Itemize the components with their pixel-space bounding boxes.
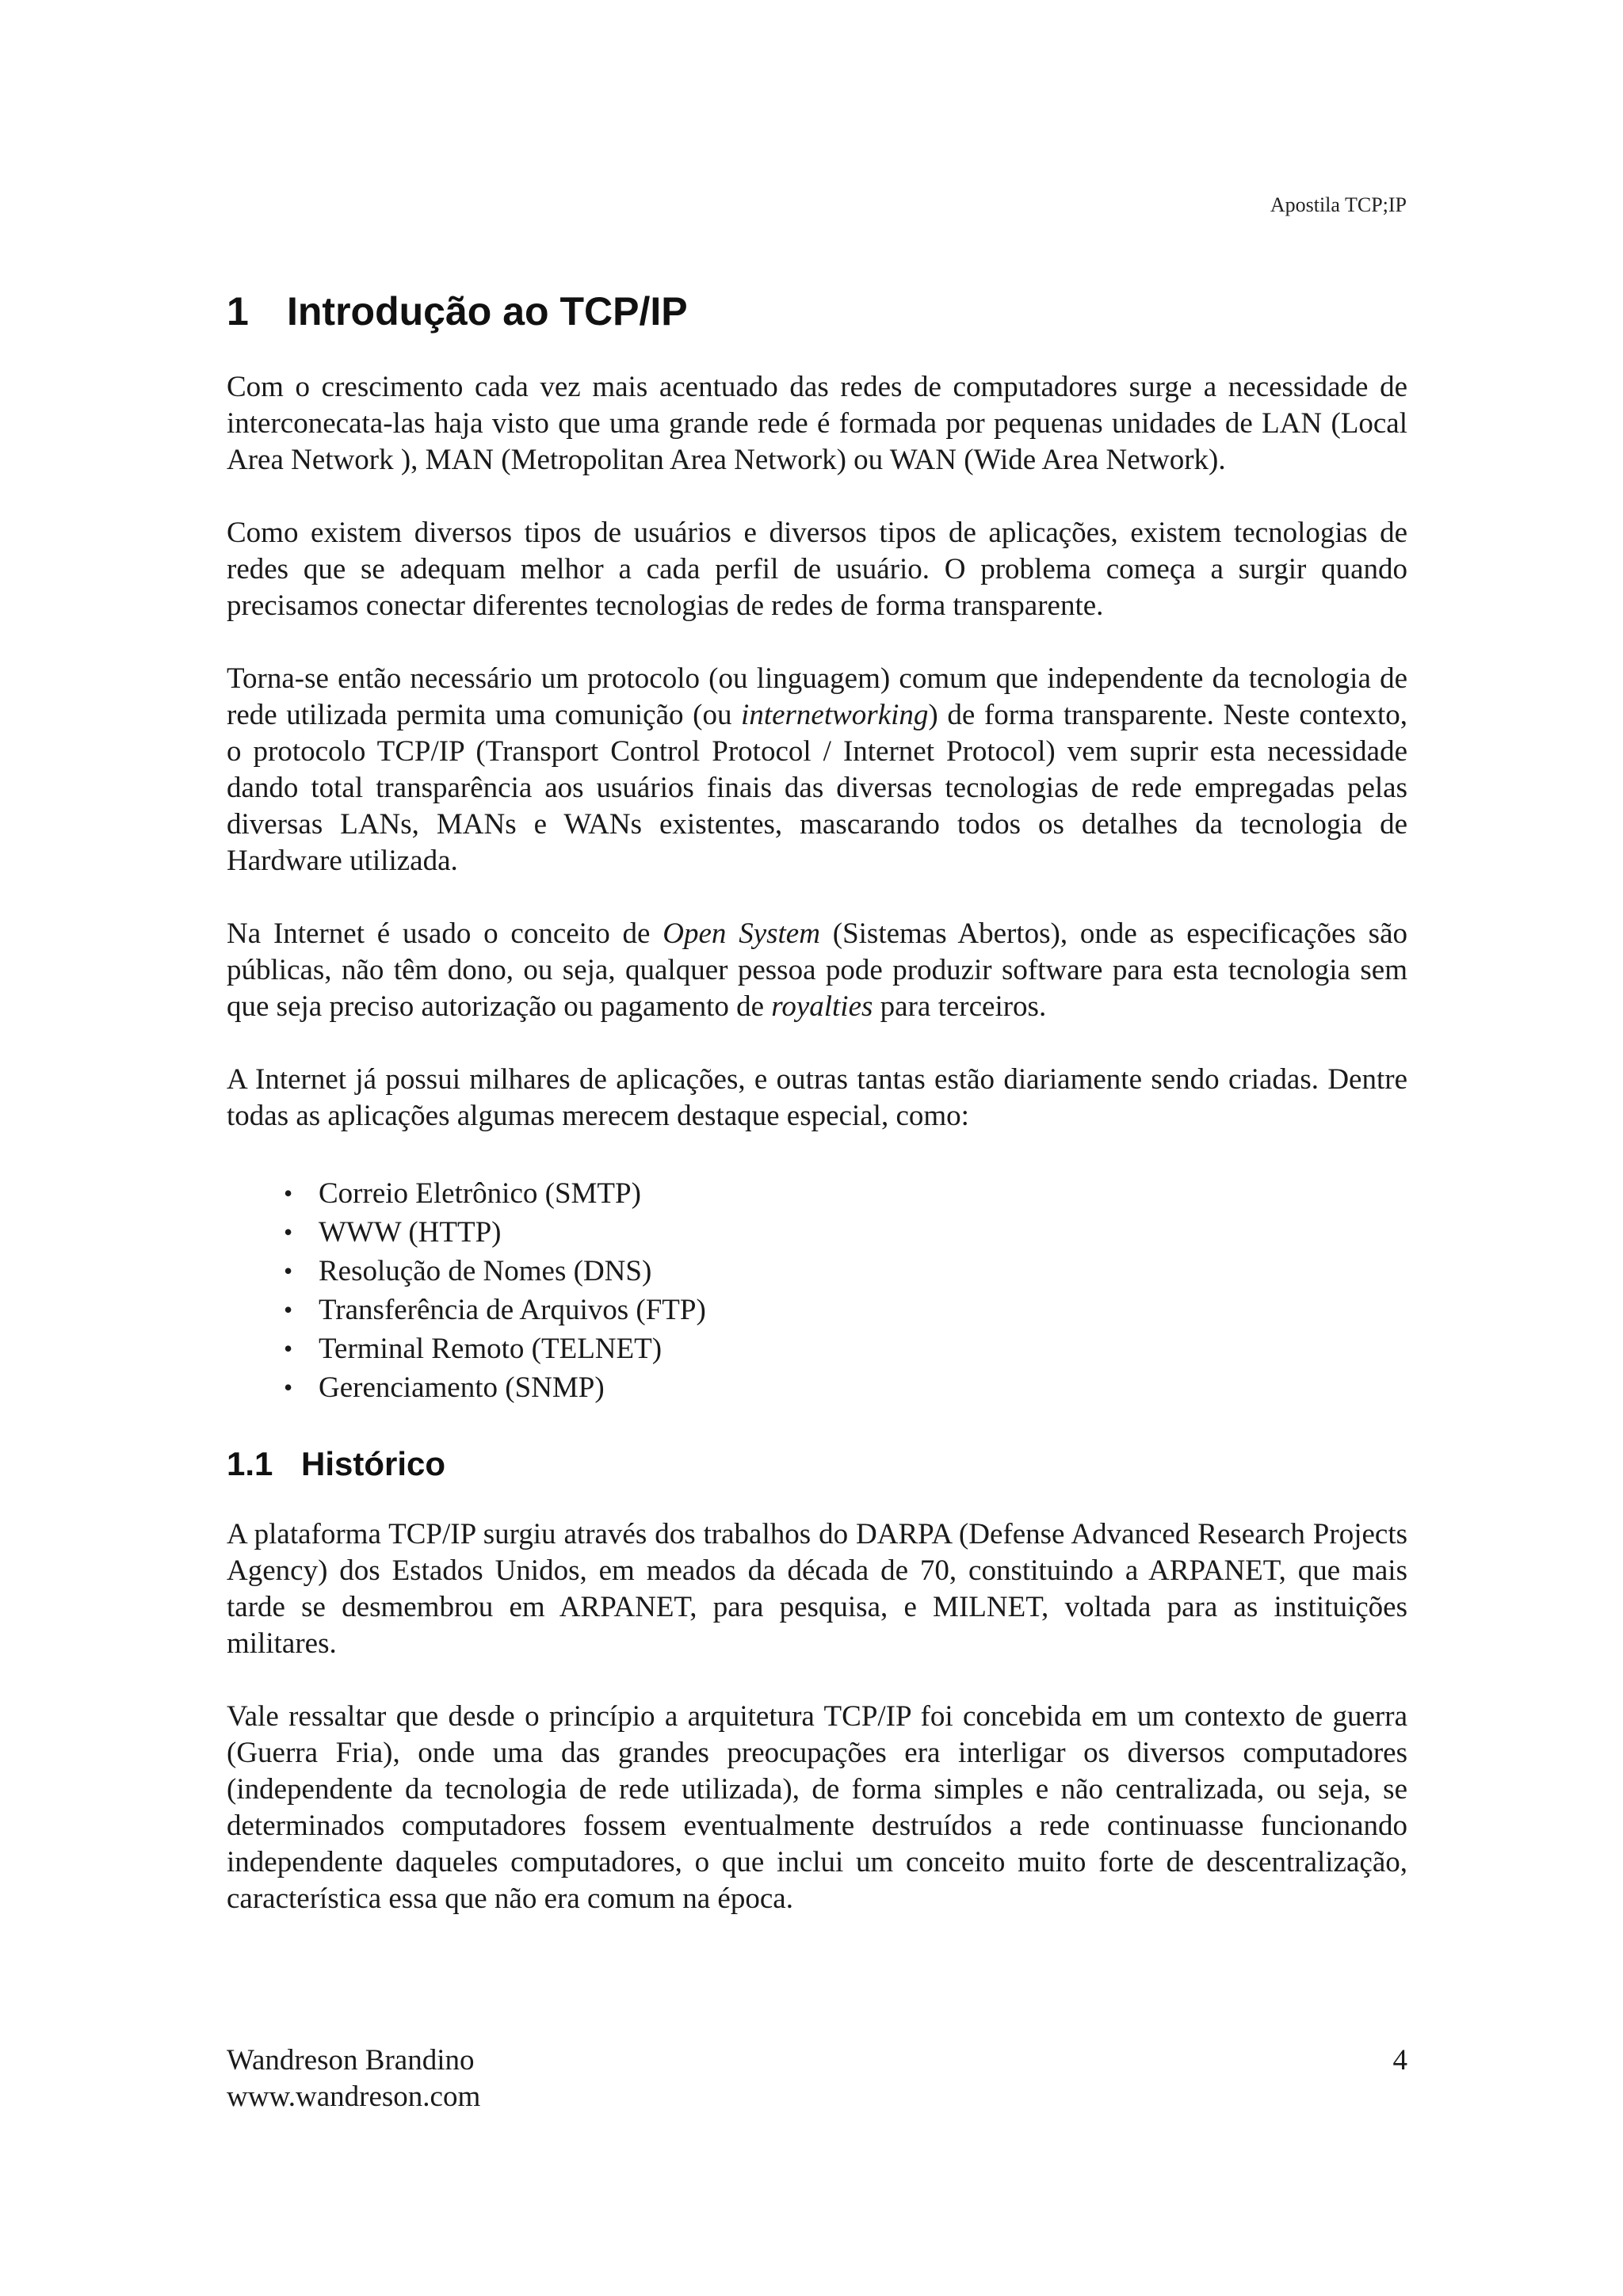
- list-item-text: Transferência de Arquivos (FTP): [319, 1294, 706, 1326]
- text-run: Torna-se então necessário um protocolo (ou linguagem) comum que independente da tecnologia de rede utilizada permita uma comunição (ou: [227, 662, 1407, 731]
- section-title: Histórico: [301, 1445, 446, 1482]
- bullet-icon: •: [284, 1295, 293, 1324]
- footer-author: Wandreson Brandino: [227, 2044, 475, 2077]
- section-heading-1-1: [227, 1442, 1407, 1486]
- page-content: [227, 285, 1407, 1917]
- text-run: para terceiros.: [873, 990, 1047, 1023]
- bullet-icon: •: [284, 1179, 293, 1207]
- text-run: Na Internet é usado o conceito de: [227, 917, 663, 950]
- list-item: [284, 1252, 1407, 1291]
- text-run: ) de forma transparente. Neste contexto, o protocolo TCP/IP (Transport Control Protocol / Internet Protocol) vem suprir esta necessidade dando total transparência aos usuários finais das diversas tecnologias de rede empregadas pelas diversas LANs, MANs e WANs existentes, mascarando todos os detalhes da tecnologia de Hardware utilizada.: [227, 699, 1407, 877]
- bullet-icon: •: [284, 1257, 293, 1285]
- section-title: Introdução ao TCP/IP: [287, 289, 688, 334]
- paragraph-protocol-need: [227, 661, 1407, 879]
- paragraph-darpa-history: A plataforma TCP/IP surgiu através dos trabalhos do DARPA (Defense Advanced Research Projects Agency) dos Estados Unidos, em meados da década de 70, constituindo a ARPANET, que mais tarde se desmembrou em ARPANET, para pesquisa, e MILNET, voltada para as instituições militares.: [227, 1518, 1407, 1660]
- list-item-text: WWW (HTTP): [319, 1216, 502, 1249]
- bullet-icon: •: [284, 1373, 293, 1402]
- list-item-text: Correio Eletrônico (SMTP): [319, 1177, 641, 1210]
- section-heading-1: [227, 285, 1407, 338]
- footer-author-block: [227, 2042, 480, 2115]
- section-number: 1: [227, 289, 249, 334]
- paragraph-network-growth: Com o crescimento cada vez mais acentuado das redes de computadores surge a necessidade de interconecata-las haja visto que uma grande rede é formada por pequenas unidades de LAN (Local Area Network ), MAN (Metropolitan Area Network) ou WAN (Wide Area Network).: [227, 371, 1407, 476]
- paragraph-applications-intro: A Internet já possui milhares de aplicações, e outras tantas estão diariamente sendo criadas. Dentre todas as aplicações algumas merecem destaque especial, como:: [227, 1063, 1407, 1132]
- section-number: 1.1: [227, 1445, 273, 1482]
- bullet-icon: •: [284, 1334, 293, 1363]
- paragraph-cold-war-context: Vale ressaltar que desde o princípio a arquitetura TCP/IP foi concebida em um contexto de guerra (Guerra Fria), onde uma das grandes preocupações era interligar os diversos computadores (independente da tecnologia de rede utilizada), de forma simples e não centralizada, ou seja, se determinados computadores fossem eventualmente destruídos a rede continuasse funcionando independente daqueles computadores, o que inclui um conceito muito forte de descentralização, característica essa que não era comum na época.: [227, 1700, 1407, 1915]
- list-item-text: Gerenciamento (SNMP): [319, 1371, 605, 1404]
- italic-term-open-system: Open System: [663, 917, 820, 950]
- list-item-text: Resolução de Nomes (DNS): [319, 1255, 652, 1287]
- text-run: (Sistemas Abertos), onde as especificações são públicas, não têm dono, ou seja, qualquer pessoa pode produzir software para esta tecnologia sem que seja preciso autorização ou pagamento de: [227, 917, 1407, 1023]
- italic-term-royalties: royalties: [771, 990, 873, 1023]
- list-item: [284, 1329, 1407, 1368]
- list-item-text: Terminal Remoto (TELNET): [319, 1333, 663, 1365]
- bullet-icon: •: [284, 1218, 293, 1246]
- page-number: 4: [1392, 2044, 1407, 2077]
- list-item: [284, 1291, 1407, 1329]
- italic-term-internetworking: internetworking: [741, 699, 929, 731]
- running-header: Apostila TCP;IP: [1270, 193, 1407, 216]
- list-item: [284, 1368, 1407, 1407]
- paragraph-open-system: [227, 916, 1407, 1025]
- list-item: [284, 1174, 1407, 1213]
- paragraph-user-types: Como existem diversos tipos de usuários e diversos tipos de aplicações, existem tecnologias de redes que se adequam melhor a cada perfil de usuário. O problema começa a surgir quando precisamos conectar diferentes tecnologias de redes de forma transparente.: [227, 517, 1407, 622]
- applications-list: [227, 1174, 1407, 1407]
- list-item: [284, 1213, 1407, 1252]
- footer-website: www.wandreson.com: [227, 2081, 481, 2113]
